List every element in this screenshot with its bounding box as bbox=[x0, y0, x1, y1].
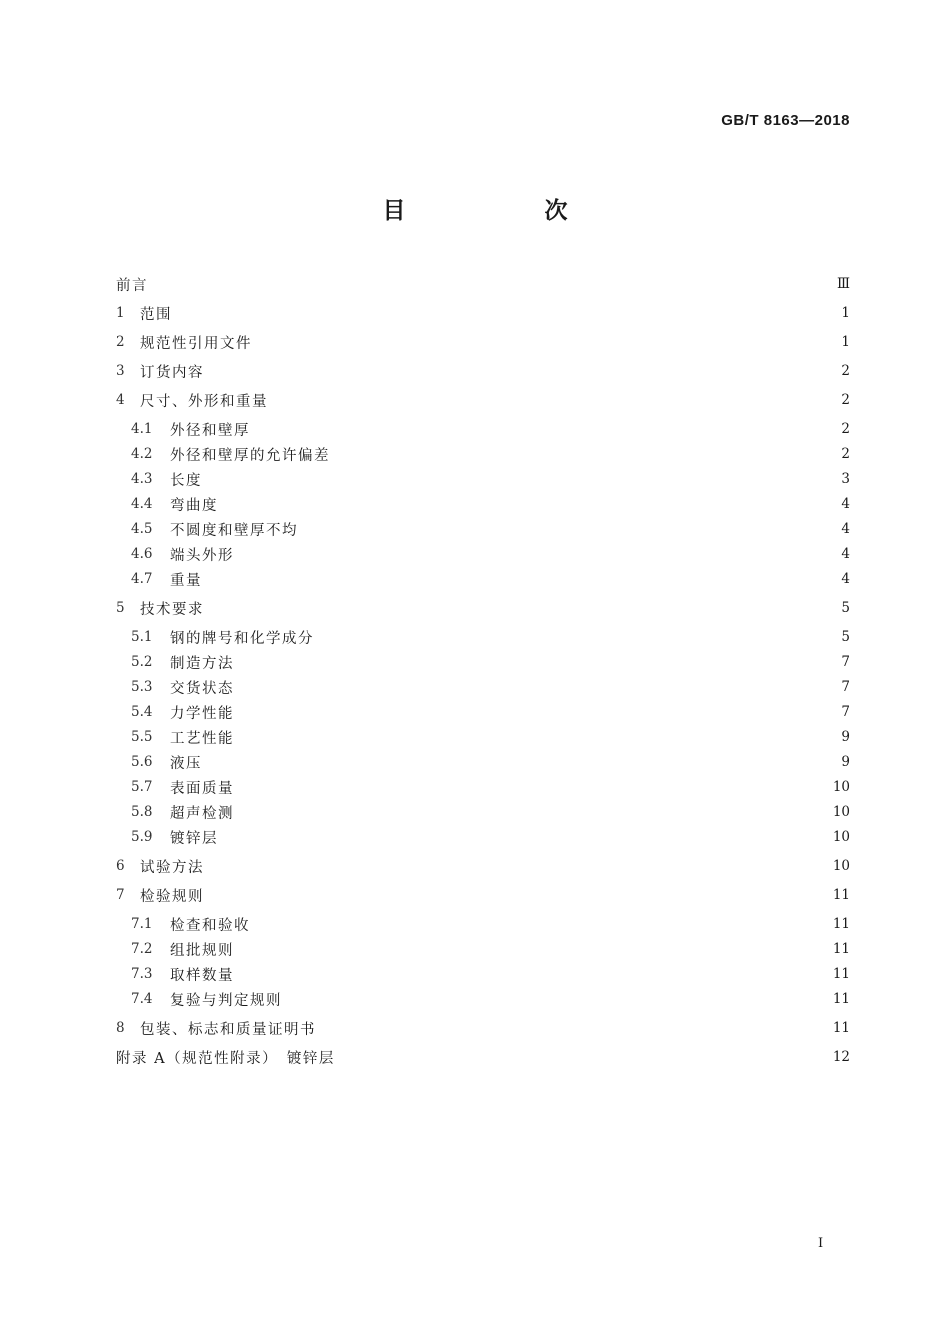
toc-entry[interactable] bbox=[131, 987, 850, 1011]
toc-entry-title: 镀锌层 bbox=[170, 830, 218, 847]
toc-entry-number: 4.3 bbox=[131, 471, 153, 487]
toc-entry[interactable] bbox=[131, 750, 850, 774]
dot-leader bbox=[238, 700, 834, 724]
dot-leader bbox=[238, 650, 834, 674]
dot-leader bbox=[238, 937, 827, 961]
toc-entry-page: 5 bbox=[841, 629, 850, 645]
toc-entry-title: 重量 bbox=[170, 572, 202, 589]
toc-entry[interactable] bbox=[116, 388, 850, 412]
toc-entry-title: 外径和壁厚 bbox=[170, 422, 250, 439]
toc-entry-title: 交货状态 bbox=[170, 680, 234, 697]
dot-leader bbox=[302, 517, 834, 541]
toc-entry[interactable] bbox=[131, 825, 850, 849]
toc-entry-page: 5 bbox=[841, 600, 850, 616]
toc-entry-title: 检验规则 bbox=[140, 888, 204, 905]
toc-entry-number: 8 bbox=[116, 1020, 125, 1036]
toc-entry-title: 外径和壁厚的允许偏差 bbox=[170, 447, 330, 464]
dot-leader bbox=[320, 1016, 827, 1040]
toc-entry-page: 4 bbox=[841, 546, 850, 562]
toc-entry-page: 10 bbox=[832, 804, 850, 820]
toc-entry-page: 7 bbox=[841, 679, 850, 695]
dot-leader bbox=[238, 725, 834, 749]
toc-entry[interactable] bbox=[116, 1016, 850, 1040]
toc-entry-page: 3 bbox=[841, 471, 850, 487]
toc-entry-title: 附录 A（规范性附录） 镀锌层 bbox=[116, 1050, 335, 1067]
toc-entry-page: 2 bbox=[841, 363, 850, 379]
toc-entry[interactable] bbox=[131, 800, 850, 824]
toc-entry-number: 7.4 bbox=[131, 991, 153, 1007]
toc-entry[interactable] bbox=[116, 359, 850, 383]
toc-entry[interactable] bbox=[116, 301, 850, 325]
toc-entry-title: 工艺性能 bbox=[170, 730, 234, 747]
toc-entry-number: 5.1 bbox=[131, 629, 153, 645]
dot-leader bbox=[254, 912, 827, 936]
toc-entry[interactable] bbox=[131, 962, 850, 986]
toc-entry-title: 组批规则 bbox=[170, 942, 234, 959]
toc-entry[interactable] bbox=[131, 542, 850, 566]
toc-entry-title: 取样数量 bbox=[170, 967, 234, 984]
dot-leader bbox=[206, 750, 834, 774]
toc-entry[interactable] bbox=[131, 650, 850, 674]
dot-leader bbox=[208, 883, 827, 907]
toc-entry-page: Ⅲ bbox=[836, 276, 850, 292]
toc-entry[interactable] bbox=[131, 417, 850, 441]
toc-entry-page: 9 bbox=[841, 754, 850, 770]
toc-entry-number: 4.1 bbox=[131, 421, 153, 437]
dot-leader bbox=[254, 417, 834, 441]
toc-entry-page: 11 bbox=[832, 887, 850, 903]
toc-entry-number: 4.4 bbox=[131, 496, 153, 512]
toc-entry-number: 5.3 bbox=[131, 679, 153, 695]
toc-entry-number: 4.5 bbox=[131, 521, 153, 537]
toc-entry-title: 检查和验收 bbox=[170, 917, 250, 934]
dot-leader bbox=[222, 825, 827, 849]
toc-entry-number: 6 bbox=[116, 858, 125, 874]
dot-leader bbox=[238, 775, 827, 799]
toc-entry-title: 尺寸、外形和重量 bbox=[140, 393, 268, 410]
toc-entry-title: 订货内容 bbox=[140, 364, 204, 381]
toc-entry-page: 4 bbox=[841, 496, 850, 512]
toc-entry-title: 复验与判定规则 bbox=[170, 992, 282, 1009]
toc-entry[interactable] bbox=[116, 883, 850, 907]
toc-heading: 目 次 bbox=[382, 197, 626, 224]
dot-leader bbox=[176, 301, 834, 325]
toc-entry-page: 4 bbox=[841, 571, 850, 587]
toc-entry-number: 3 bbox=[116, 363, 125, 379]
toc-entry-number: 5.8 bbox=[131, 804, 153, 820]
toc-entry[interactable] bbox=[131, 625, 850, 649]
toc-entry-title: 超声检测 bbox=[170, 805, 234, 822]
toc-entry-page: 1 bbox=[841, 305, 850, 321]
toc-entry-page: 12 bbox=[832, 1049, 850, 1065]
toc-entry[interactable] bbox=[116, 330, 850, 354]
toc-entry[interactable] bbox=[131, 517, 850, 541]
toc-entry-page: 10 bbox=[832, 779, 850, 795]
toc-entry[interactable] bbox=[131, 442, 850, 466]
toc-entry-page: 10 bbox=[832, 858, 850, 874]
page-number: I bbox=[818, 1236, 824, 1251]
toc-entry-title: 技术要求 bbox=[140, 601, 204, 618]
toc-entry[interactable] bbox=[131, 775, 850, 799]
toc-entry-page: 11 bbox=[832, 916, 850, 932]
toc-entry-number: 7.1 bbox=[131, 916, 153, 932]
toc-entry-page: 9 bbox=[841, 729, 850, 745]
toc-entry-title: 包装、标志和质量证明书 bbox=[140, 1021, 316, 1038]
dot-leader bbox=[222, 492, 834, 516]
dot-leader bbox=[206, 467, 834, 491]
toc-entry-title: 前言 bbox=[116, 277, 148, 294]
toc-entry-title: 规范性引用文件 bbox=[140, 335, 252, 352]
toc-entry[interactable] bbox=[116, 272, 850, 296]
dot-leader bbox=[238, 542, 834, 566]
toc-entry-number: 5.7 bbox=[131, 779, 153, 795]
toc-entry[interactable] bbox=[131, 567, 850, 591]
toc-entry[interactable] bbox=[131, 467, 850, 491]
dot-leader bbox=[256, 330, 834, 354]
toc-entry-title: 表面质量 bbox=[170, 780, 234, 797]
toc-entry-page: 1 bbox=[841, 334, 850, 350]
toc-entry-number: 5.6 bbox=[131, 754, 153, 770]
toc-entry-page: 2 bbox=[841, 446, 850, 462]
toc-entry[interactable] bbox=[116, 854, 850, 878]
dot-leader bbox=[334, 442, 834, 466]
toc-entry-number: 5.4 bbox=[131, 704, 153, 720]
toc-entry-number: 5.5 bbox=[131, 729, 153, 745]
dot-leader bbox=[238, 962, 827, 986]
toc-entry-page: 11 bbox=[832, 941, 850, 957]
toc-entry[interactable] bbox=[131, 700, 850, 724]
dot-leader bbox=[208, 359, 834, 383]
dot-leader bbox=[238, 675, 834, 699]
dot-leader bbox=[208, 854, 827, 878]
toc-entry-title: 制造方法 bbox=[170, 655, 234, 672]
toc-entry-page: 11 bbox=[832, 1020, 850, 1036]
dot-leader bbox=[272, 388, 834, 412]
toc-entry-number: 5 bbox=[116, 600, 125, 616]
toc-entry-number: 1 bbox=[116, 305, 125, 321]
toc-entry-title: 钢的牌号和化学成分 bbox=[170, 630, 314, 647]
dot-leader bbox=[339, 1045, 827, 1069]
toc-entry[interactable] bbox=[131, 937, 850, 961]
toc-entry-title: 弯曲度 bbox=[170, 497, 218, 514]
toc-entry[interactable] bbox=[131, 725, 850, 749]
toc-entry[interactable] bbox=[131, 492, 850, 516]
toc-entry-page: 4 bbox=[841, 521, 850, 537]
toc-entry-number: 7.2 bbox=[131, 941, 153, 957]
toc-entry[interactable] bbox=[131, 912, 850, 936]
toc-entry-title: 试验方法 bbox=[140, 859, 204, 876]
dot-leader bbox=[206, 567, 834, 591]
toc-entry-page: 7 bbox=[841, 654, 850, 670]
toc-entry-title: 不圆度和壁厚不均 bbox=[170, 522, 298, 539]
toc-entry-page: 10 bbox=[832, 829, 850, 845]
toc-entry[interactable] bbox=[131, 675, 850, 699]
toc-entry-number: 4.7 bbox=[131, 571, 153, 587]
toc-entry-number: 7 bbox=[116, 887, 125, 903]
toc-entry-page: 7 bbox=[841, 704, 850, 720]
toc-entry-number: 4.2 bbox=[131, 446, 153, 462]
toc-entry[interactable] bbox=[116, 1045, 850, 1069]
toc-entry-number: 4 bbox=[116, 392, 125, 408]
toc-entry-title: 长度 bbox=[170, 472, 202, 489]
dot-leader bbox=[286, 987, 827, 1011]
toc-entry-number: 2 bbox=[116, 334, 125, 350]
dot-leader bbox=[238, 800, 827, 824]
toc-entry-page: 11 bbox=[832, 966, 850, 982]
toc-entry-number: 5.2 bbox=[131, 654, 153, 670]
toc-entry-number: 5.9 bbox=[131, 829, 153, 845]
toc-entry-title: 力学性能 bbox=[170, 705, 234, 722]
toc-entry-page: 2 bbox=[841, 392, 850, 408]
toc-entry-title: 端头外形 bbox=[170, 547, 234, 564]
standard-code: GB/T 8163—2018 bbox=[721, 112, 850, 129]
toc-entry-page: 2 bbox=[841, 421, 850, 437]
toc-entry-title: 液压 bbox=[170, 755, 202, 772]
dot-leader bbox=[208, 596, 834, 620]
toc-entry-page: 11 bbox=[832, 991, 850, 1007]
toc-entry-number: 4.6 bbox=[131, 546, 153, 562]
dot-leader bbox=[152, 272, 831, 296]
dot-leader bbox=[318, 625, 834, 649]
toc-entry[interactable] bbox=[116, 596, 850, 620]
toc-entry-number: 7.3 bbox=[131, 966, 153, 982]
toc-entry-title: 范围 bbox=[140, 306, 172, 323]
